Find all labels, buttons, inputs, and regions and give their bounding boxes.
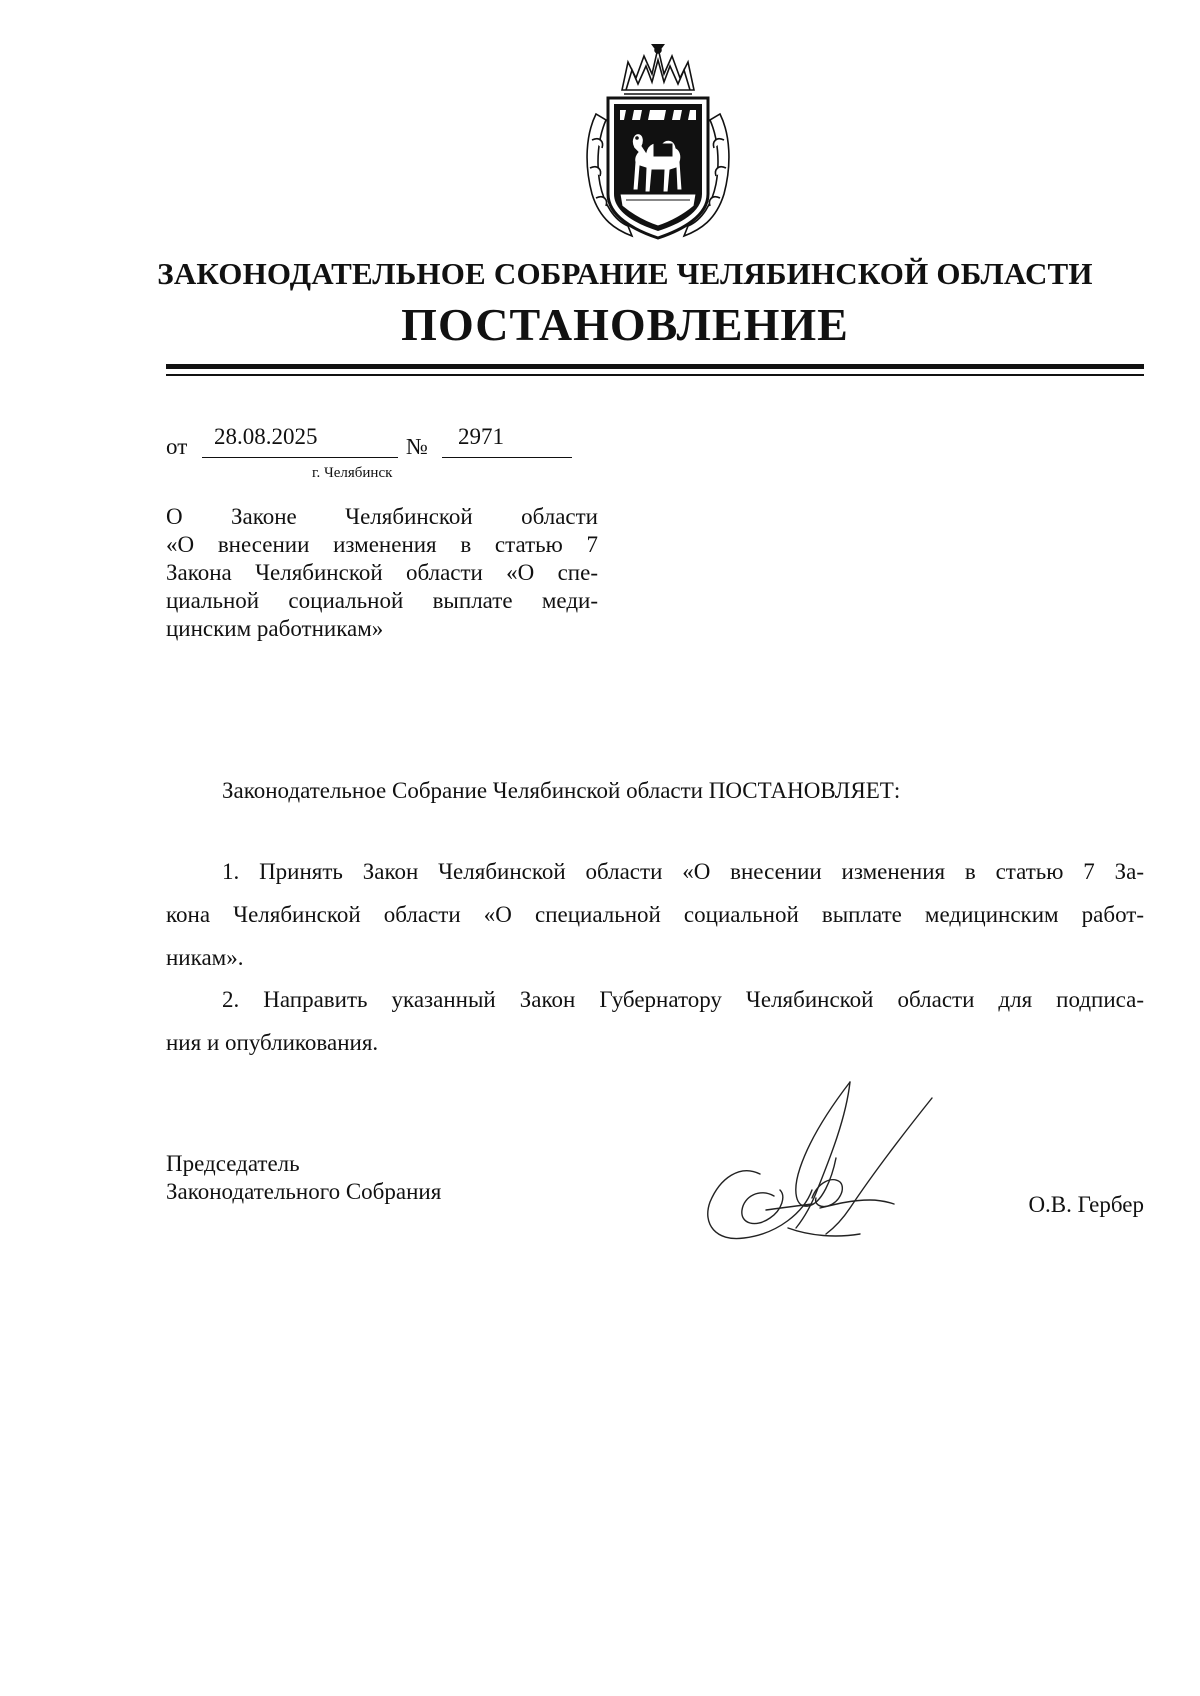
resolution-item-2	[166, 978, 1144, 1064]
document-subject	[166, 503, 598, 643]
item-line: никам».	[166, 945, 244, 970]
from-label: от	[166, 434, 188, 459]
item-line: кона Челябинской области «О специальной социальной выплате медицинским работ-	[166, 902, 1144, 927]
signatory-title-line: Председатель	[166, 1151, 300, 1176]
signatory-title-line: Законодательного Собрания	[166, 1179, 442, 1204]
item-line: 2. Направить указанный Закон Губернатору Челябинской области для подписа-	[222, 987, 1144, 1012]
subject-line: «О внесении изменения в статью 7	[166, 532, 598, 557]
subject-line: цинским работникам»	[166, 616, 384, 641]
city-label: г. Челябинск	[312, 465, 393, 481]
subject-line: циальной социальной выплате меди-	[166, 588, 598, 613]
resolves-statement: Законодательное Собрание Челябинской области ПОСТАНОВЛЯЕТ:	[222, 778, 901, 803]
number-label: №	[406, 434, 428, 459]
organization-title: ЗАКОНОДАТЕЛЬНОЕ СОБРАНИЕ ЧЕЛЯБИНСКОЙ ОБЛАСТИ	[157, 256, 1093, 291]
handwritten-signature-icon	[700, 1078, 960, 1258]
signatory-name: О.В. Гербер	[1028, 1192, 1144, 1217]
item-line: ния и опубликования.	[166, 1030, 379, 1055]
document-number: 2971	[442, 424, 572, 458]
chelyabinsk-coat-of-arms-icon	[582, 44, 734, 244]
document-type-title: ПОСТАНОВЛЕНИЕ	[401, 299, 849, 350]
subject-line: О Законе Челябинской области	[166, 504, 598, 529]
resolution-item-1	[166, 850, 1144, 979]
header-rule-thin	[166, 374, 1144, 376]
subject-line: Закона Челябинской области «О спе-	[166, 560, 598, 585]
item-line: 1. Принять Закон Челябинской области «О внесении изменения в статью 7 За-	[222, 859, 1144, 884]
header-rule-thick	[166, 364, 1144, 369]
signatory-title	[166, 1150, 441, 1206]
document-date: 28.08.2025	[202, 424, 398, 458]
